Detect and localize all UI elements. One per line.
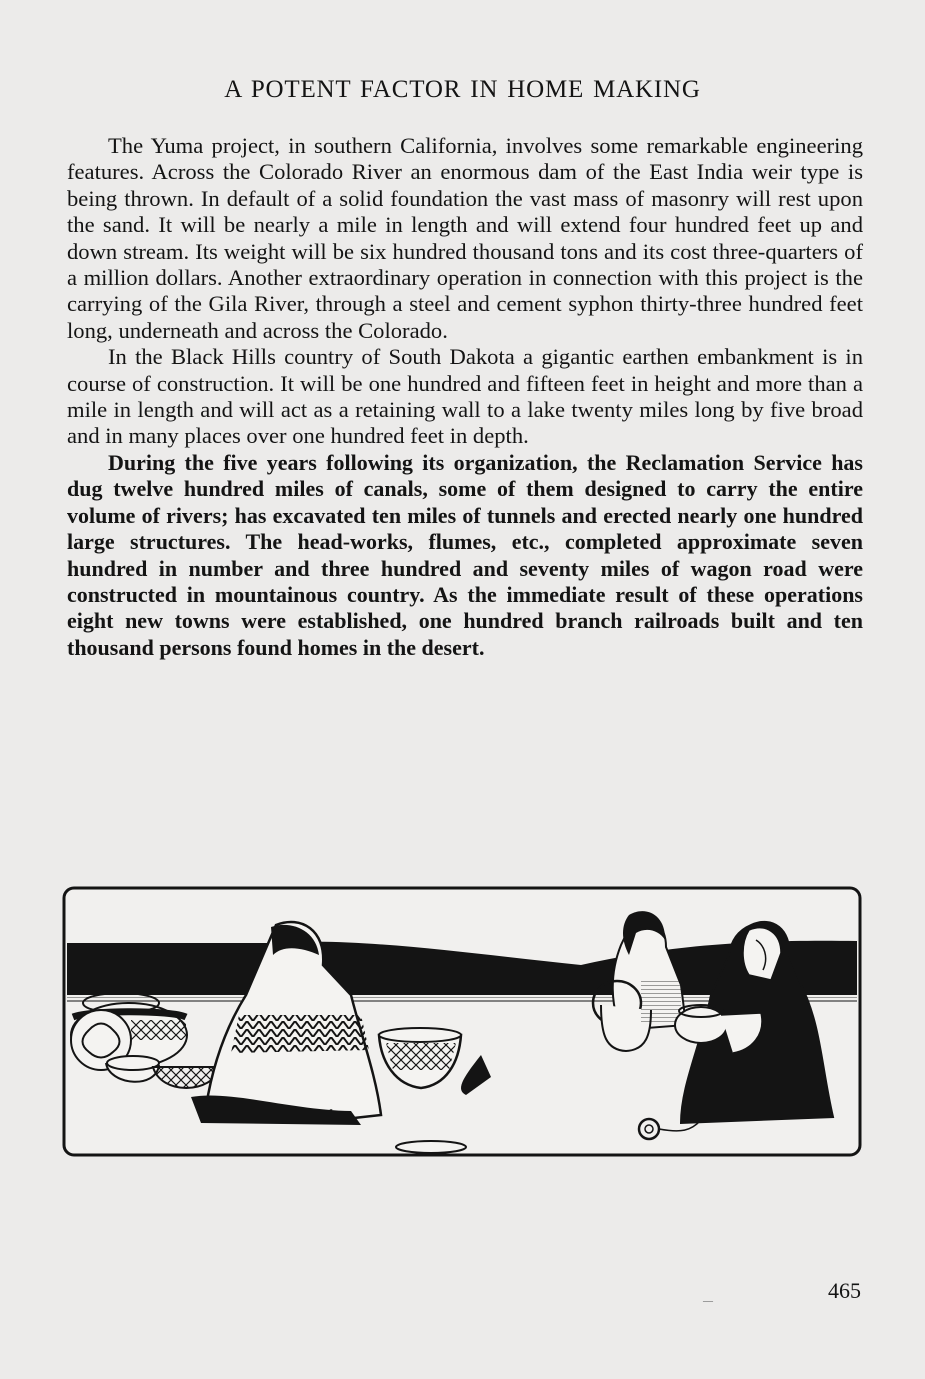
basket-weavers-illustration (61, 885, 864, 1162)
page-number: 465 (828, 1278, 861, 1303)
paragraph-yuma-project: The Yuma project, in southern California, involves some remarkable engineering features. Across the Colorado River an enormous dam of the East India weir type is being thrown. In default of a solid foundation the vast mass of masonry will rest upon the sand. It will be nearly a mile in length and will extend four hundred feet up and down stream. Its weight will be six hundred thousand tons and its cost three-quarters of a million dollars. Another extraordinary operation in connection with this project is the carrying of the Gila River, through a steel and cement syphon thirty-three hundred feet long, underneath and across the Colorado. (67, 133, 863, 343)
paragraph-black-hills: In the Black Hills country of South Dakota a gigantic earthen embankment is in course of construction. It will be one hundred and fifteen feet in height and more than a mile in length and will act as a retaining wall to a lake twenty miles long by five broad and in many places over one hundred feet in depth. (67, 344, 863, 449)
body-text (67, 133, 863, 661)
paragraph-reclamation-service: During the five years following its organization, the Reclamation Service has dug twelve hundred miles of canals, some of them designed to carry the entire volume of rivers; has excavated ten miles of tunnels and erected nearly one hundred large structures. The head-works, flumes, etc., completed approximate seven hundred in number and three hundred and seventy miles of wagon road were constructed in mountainous country. As the immediate result of these operations eight new towns were established, one hundred branch railroads built and ten thousand persons found homes in the desert. (67, 449, 863, 660)
page-title: A POTENT FACTOR IN HOME MAKING (224, 76, 701, 103)
small-mark: — (703, 1296, 713, 1307)
